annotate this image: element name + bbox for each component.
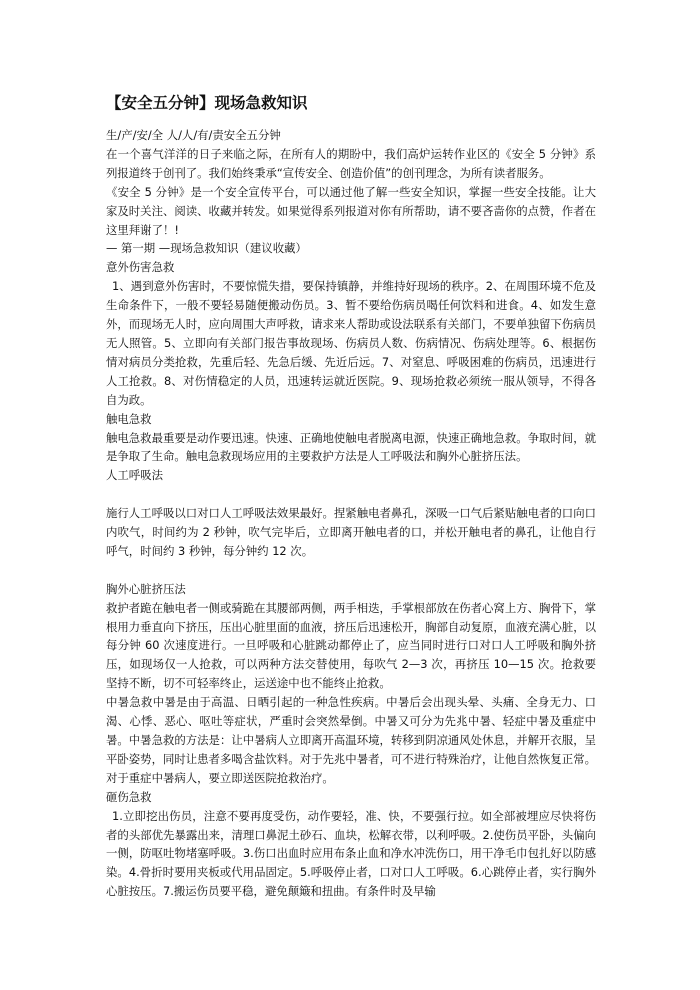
section-body-breathing: 施行人工呼吸以口对口人工呼吸法效果最好。捏紧触电者鼻孔，深吸一口气后紧贴触电者的口向口内吹气，时间约为 2 秒钟，吹气完毕后，立即离开触电者的口，并松开触电者的鼻孔，让他自行呼气，时间约 3 秒钟，每分钟约 12 次。 (106, 506, 596, 558)
section-body-crush: 1.立即挖出伤员，注意不要再度受伤，动作要轻，准、快，不要强行拉。如全部被埋应尽快将伤者的头部优先暴露出来，清理口鼻泥土砂石、血块，松解衣带，以利呼吸。2.使伤员平卧，头偏向一侧，防呕吐物堵塞呼吸。3.伤口出血时应用布条止血和净水冲洗伤口，用干净毛巾包扎好以防感染。4.骨折时要用夹板或代用品固定。5.呼吸停止者，口对口人工呼吸。6.心跳停止者，实行胸外心脏按压。7.搬运伤员要平稳，避免颠簸和扭曲。有条件时及早输 (106, 808, 596, 899)
intro-paragraph-2: 《安全 5 分钟》是一个安全宣传平台，可以通过他了解一些安全知识，掌握一些安全技能。让大家及时关注、阅读、收藏并转发。如果觉得系列报道对你有所帮助，请不要吝啬你的点赞，作者在这里拜谢了！! (106, 184, 596, 237)
document-page (106, 92, 596, 901)
section-body-accident: 1、遇到意外伤害时，不要惊慌失措，要保持镇静，并维持好现场的秩序。2、在周围环境不危及生命条件下，一般不要轻易随便搬动伤员。3、暂不要给伤病员喝任何饮料和进食。4、如发生意外，而现场无人时，应向周围大声呼救，请求来人帮助或设法联系有关部门，不要单独留下伤病员无人照管。5、立即向有关部门报告事故现场、伤病员人数、伤病情况、伤病处理等。6、根据伤情对病员分类抢救，先重后轻、先急后缓、先近后远。7、对窒息、呼吸困难的伤病员，迅速进行人工抢救。8、对伤情稳定的人员，迅速转运就近医院。9、现场抢救必须统一服从领导，不得各自为政。 (106, 279, 596, 407)
section-heading-cpr: 胸外心脏挤压法 (106, 581, 186, 596)
intro-paragraph-1: 在一个喜气洋洋的日子来临之际，在所有人的期盼中，我们高炉运转作业区的《安全 5 分钟》系列报道终于创刊了。我们始终秉承“宣传安全、创造价值”的创刊理念，为所有读者服务。 (106, 146, 596, 180)
section-body-cpr: 救护者跪在触电者一侧或骑跪在其腰部两侧，两手相迭，手掌根部放在伤者心窝上方、胸骨下，掌根用力垂直向下挤压，压出心脏里面的血液，挤压后迅速松开，胸部自动复原，血液充满心脏，以每分钟 60 次速度进行。一旦呼吸和心脏跳动都停止了，应当同时进行口对口人工呼吸和胸外挤压，如现场仅一人抢救，可以两种方法交替使用，每吹气 2—3 次，再挤压 10—15 次。抢救要坚持不断，切不可轻率终止，运送途中也不能终止抢救。 (106, 600, 596, 691)
section-heading-accident: 意外伤害急救 (106, 260, 175, 275)
document-title: 【安全五分钟】现场急救知识 (106, 94, 308, 112)
byline: 生/产/安/全 人/人/有/责安全五分钟 (106, 128, 281, 142)
section-heading-breathing: 人工呼吸法 (106, 468, 163, 483)
section-body-heatstroke: 中暑急救中暑是由于高温、日晒引起的一种急性疾病。中暑后会出现头晕、头痛、全身无力、口渴、心悸、恶心、呕吐等症状，严重时会突然晕倒。中暑又可分为先兆中暑、轻症中暑及重症中暑。中暑急救的方法是：让中暑病人立即离开高温环境，转移到阴凉通风处休息，并解开衣服，呈平卧姿势，同时让患者多喝含盐饮料。对于先兆中暑者，可不进行特殊治疗，让他自然恢复正常。对于重症中暑病人，要立即送医院抢救治疗。 (106, 695, 596, 785)
section-heading-electric: 触电急救 (106, 411, 152, 426)
section-heading-crush: 砸伤急救 (106, 789, 152, 804)
section-body-electric: 触电急救最重要是动作要迅速。快速、正确地使触电者脱离电源，快速正确地急救。争取时间，就是争取了生命。触电急救现场应用的主要救护方法是人工呼吸法和胸外心脏挤压法。 (106, 430, 596, 464)
issue-line: — 第一期 —现场急救知识（建议收藏） (106, 241, 307, 256)
